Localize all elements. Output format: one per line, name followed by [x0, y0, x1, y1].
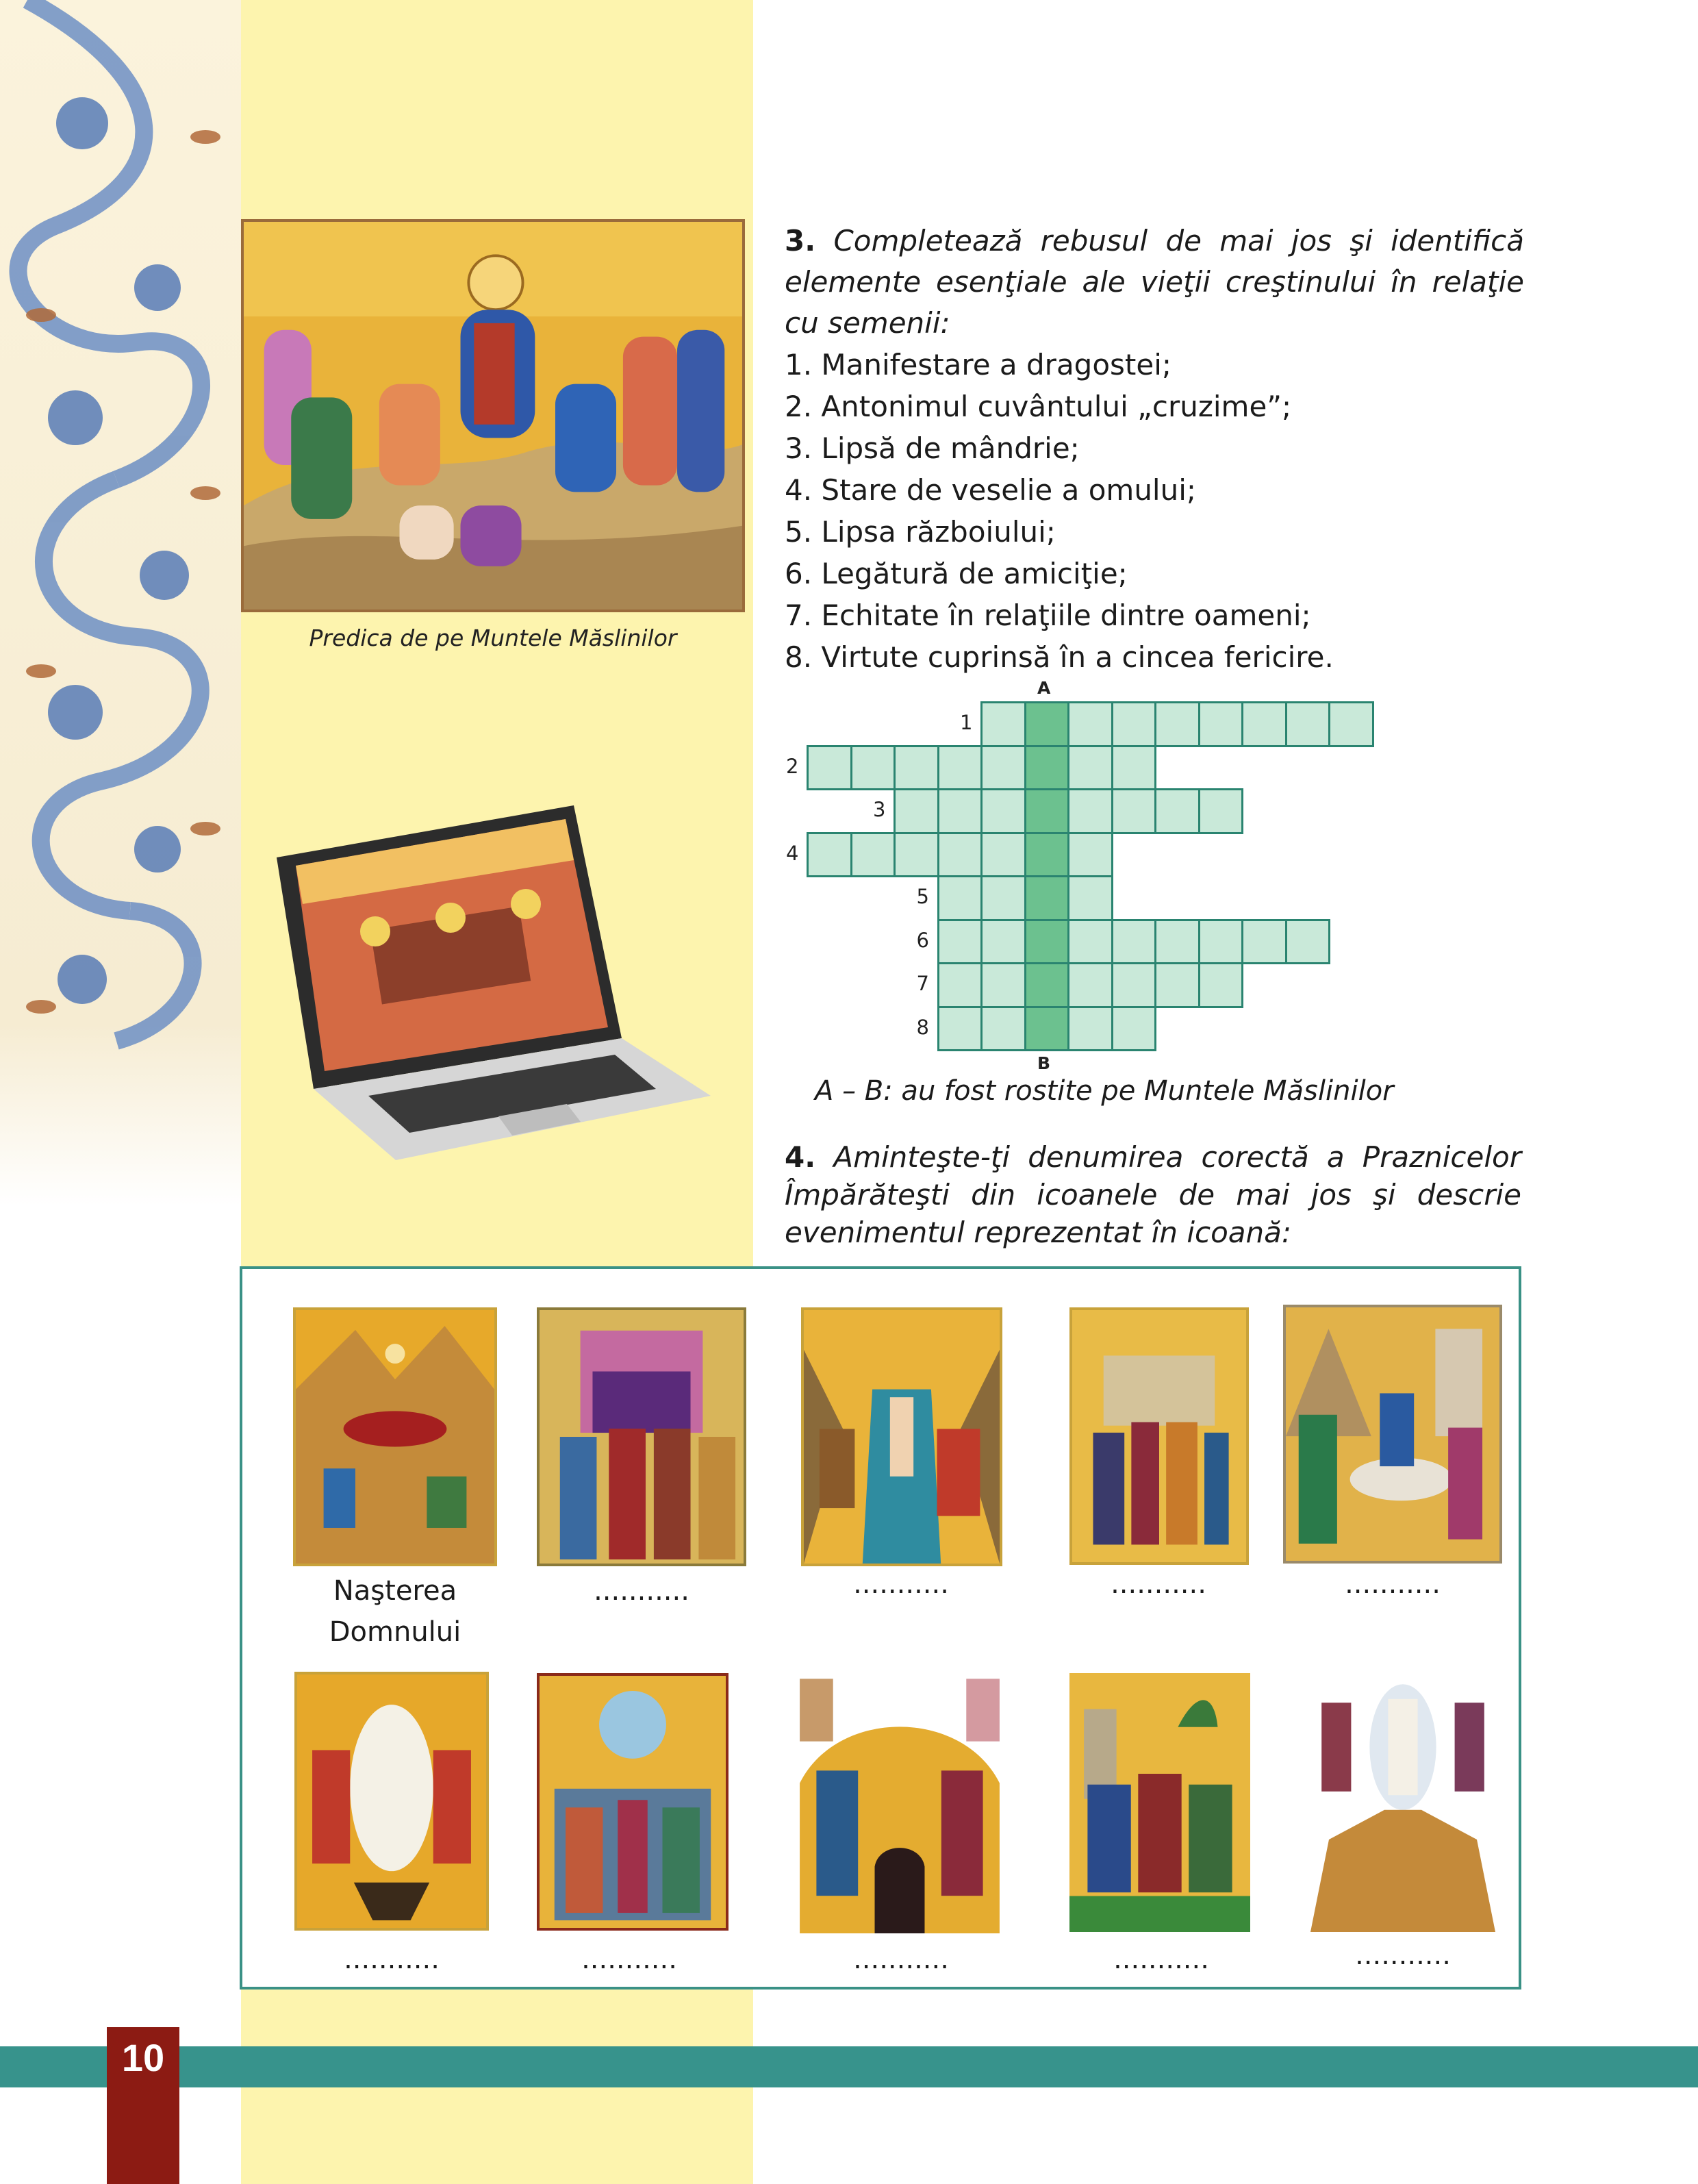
crossword-cell — [937, 875, 983, 921]
crossword-cell — [980, 788, 1026, 834]
crossword-cell — [1024, 875, 1070, 921]
exercise-4-number: 4. — [785, 1140, 816, 1174]
feast-icons-box — [240, 1266, 1521, 1990]
icon-label-1: Naşterea Domnului — [329, 1575, 461, 1648]
crossword-cell — [850, 832, 896, 878]
crossword-cell — [807, 745, 852, 791]
crossword-cell — [1024, 745, 1070, 791]
crossword-cell — [1067, 962, 1113, 1008]
crossword-label-a: A — [1037, 678, 1051, 698]
crossword-row-number: 5 — [916, 885, 929, 908]
crossword-row-number: 7 — [916, 972, 929, 995]
crossword-cell — [1067, 832, 1113, 878]
clue-1: 1. Manifestare a dragostei; — [785, 348, 1172, 381]
crossword-cell — [937, 788, 983, 834]
crossword-row-number: 3 — [873, 798, 886, 821]
exercise-4-text: Aminteşte-ţi denumirea corectă a Praznicelor Împărăteşti din icoanele de mai jos şi descrie evenimentul reprezentat în icoană: — [785, 1140, 1521, 1249]
crossword-cell — [1241, 919, 1287, 965]
laptop-illustration — [273, 794, 720, 1164]
presentation-temple-icon — [1069, 1307, 1249, 1565]
crossword-cell — [1024, 832, 1070, 878]
nativity-icon — [293, 1307, 497, 1566]
crossword-cell — [1067, 1006, 1113, 1052]
exercise-3-instruction — [785, 221, 1524, 344]
crossword-cell — [980, 701, 1026, 747]
footer-bar — [0, 2046, 1698, 2087]
clue-6: 6. Legătură de amiciţie; — [785, 557, 1128, 590]
icon-label-2: ........... — [594, 1575, 689, 1607]
icon-label-6: ........... — [344, 1944, 440, 1975]
crossword-cell — [1154, 788, 1200, 834]
crossword-cell — [1067, 919, 1113, 965]
crossword-cell — [1198, 919, 1244, 965]
crossword-cell — [937, 919, 983, 965]
exercise-4 — [785, 1138, 1521, 1251]
decorative-border — [0, 0, 241, 1205]
icon-label-8: ........... — [853, 1944, 949, 1975]
crossword-answer-hint: A – B: au fost rostite pe Muntele Măslinilor — [815, 1075, 1394, 1107]
transfiguration-icon — [1310, 1673, 1495, 1932]
crossword-cell — [1241, 701, 1287, 747]
crossword-row-number: 8 — [916, 1015, 929, 1039]
crossword-cell — [1198, 788, 1244, 834]
clue-4: 4. Stare de veselie a omului; — [785, 473, 1197, 507]
crossword-cell — [1024, 962, 1070, 1008]
ascension-icon — [537, 1673, 728, 1931]
crossword-cell — [1111, 919, 1157, 965]
crossword-cell — [937, 962, 983, 1008]
icon-label-10: ........... — [1355, 1940, 1451, 1971]
clue-3: 3. Lipsă de mândrie; — [785, 431, 1080, 465]
crossword-cell — [1024, 701, 1070, 747]
crossword-cell — [894, 788, 939, 834]
exercise-3-text: Completează rebusul de mai jos şi identifică elemente esenţiale ale vieţii creştinului în relaţie cu semenii: — [785, 224, 1524, 340]
crossword-cell — [894, 745, 939, 791]
crossword-cell — [1067, 745, 1113, 791]
icon-label-7: ........... — [581, 1944, 677, 1975]
crossword-cell — [1154, 962, 1200, 1008]
crossword-cell — [1067, 875, 1113, 921]
crossword-cell — [1111, 1006, 1157, 1052]
pentecost-icon — [796, 1666, 1004, 1933]
crossword-cell — [1198, 701, 1244, 747]
crossword-cell — [1154, 919, 1200, 965]
clue-5: 5. Lipsa războiului; — [785, 515, 1056, 549]
crossword-cell — [980, 875, 1026, 921]
crossword-row-number: 4 — [786, 841, 799, 865]
crossword-cell — [1154, 701, 1200, 747]
crossword-cell — [1024, 919, 1070, 965]
icon-label-5: ........... — [1345, 1568, 1441, 1600]
crossword-cell — [1067, 701, 1113, 747]
crossword-cell — [1111, 962, 1157, 1008]
holy-trinity-icon — [1069, 1673, 1250, 1932]
icon-label-3: ........... — [853, 1568, 949, 1600]
crossword-cell — [1024, 1006, 1070, 1052]
crossword-cell — [980, 919, 1026, 965]
page-number: 10 — [121, 2036, 165, 2079]
icon-label-4: ........... — [1111, 1568, 1206, 1600]
crossword-cell — [937, 1006, 983, 1052]
resurrection-icon — [294, 1672, 489, 1931]
crossword-cell — [937, 745, 983, 791]
exercise-3 — [785, 221, 1524, 678]
presentation-icon — [537, 1307, 746, 1566]
theophany-icon — [801, 1307, 1002, 1566]
icon-label-9: ........... — [1113, 1944, 1209, 1975]
crossword-cell — [1111, 788, 1157, 834]
crossword-row-number: 6 — [916, 928, 929, 952]
clue-list — [785, 344, 1524, 678]
crossword-cell — [1024, 788, 1070, 834]
crossword-label-b: B — [1037, 1053, 1051, 1073]
sermon-on-the-mount-image — [241, 219, 745, 612]
crossword-row-number: 1 — [960, 711, 973, 734]
crossword-cell — [1111, 701, 1157, 747]
crossword-cell — [937, 832, 983, 878]
entry-into-jerusalem-icon — [1283, 1305, 1502, 1564]
crossword-row-number: 2 — [786, 754, 799, 778]
crossword-cell — [980, 1006, 1026, 1052]
crossword-cell — [980, 832, 1026, 878]
crossword-cell — [980, 962, 1026, 1008]
crossword-cell — [1198, 962, 1244, 1008]
exercise-3-number: 3. — [785, 224, 816, 258]
crossword-cell — [850, 745, 896, 791]
crossword-cell — [1328, 701, 1374, 747]
crossword-cell — [807, 832, 852, 878]
exercise-4-instruction — [785, 1138, 1521, 1251]
clue-2: 2. Antonimul cuvântului „cruzime”; — [785, 390, 1292, 423]
crossword-cell — [894, 832, 939, 878]
crossword-cell — [1067, 788, 1113, 834]
crossword-cell — [1285, 919, 1331, 965]
image-caption: Predica de pe Muntele Măslinilor — [309, 625, 677, 651]
clue-8: 8. Virtute cuprinsă în a cincea fericire. — [785, 640, 1334, 674]
crossword-cell — [1285, 701, 1331, 747]
clue-7: 7. Echitate în relaţiile dintre oameni; — [785, 599, 1311, 632]
crossword-cell — [1111, 745, 1157, 791]
crossword-cell — [980, 745, 1026, 791]
